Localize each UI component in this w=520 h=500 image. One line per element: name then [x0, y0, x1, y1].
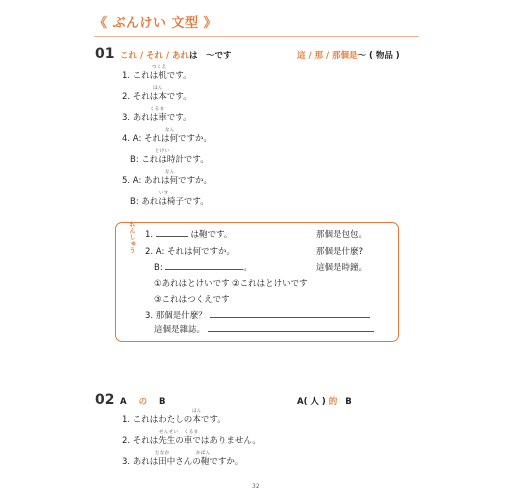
speaker-label: B:	[154, 263, 163, 273]
header-rule	[94, 36, 419, 37]
example-sentence: 1. これは机です。	[122, 71, 192, 81]
practice-question-2: 2. A: それは何ですか。	[145, 247, 236, 257]
example-sentence: B: これは時計です。	[130, 155, 209, 165]
ruby-text: なん	[165, 170, 175, 175]
translation-de: 的	[328, 397, 338, 407]
section-01-translation	[297, 49, 400, 61]
ruby-text: つくえ	[152, 65, 167, 70]
answer-blank[interactable]	[210, 317, 370, 318]
ruby-text: くるま	[150, 107, 165, 112]
translation-colored: 這 / 那 / 那個是	[297, 51, 358, 61]
example-sentence: 3. あれは車です。	[122, 113, 192, 123]
question-text: 。	[243, 263, 252, 273]
example-sentence: B: あれは椅子です。	[130, 197, 209, 207]
answer-blank[interactable]	[165, 269, 243, 270]
practice-question-2b	[154, 261, 252, 273]
section-01-pattern	[120, 49, 232, 61]
ruby-text: くるま	[184, 430, 199, 435]
example-sentence: 2. それは先生の車ではありません。	[122, 436, 261, 446]
question-text: 3. 那個是什麼？	[145, 311, 207, 321]
example-sentence: 4. A: それは何ですか。	[122, 134, 213, 144]
pattern-rest: は ～です	[189, 51, 232, 61]
section-number-01: 01	[95, 46, 115, 62]
answer-option: ③これはつくえです	[154, 295, 230, 305]
practice-question-3a	[145, 309, 370, 321]
section-02-pattern	[120, 395, 166, 407]
section-02-translation	[297, 395, 352, 407]
answer-blank[interactable]	[208, 331, 374, 332]
ruby-text: ほん	[192, 409, 202, 414]
section-number-02: 02	[95, 392, 115, 408]
page-number: 32	[252, 483, 260, 490]
ruby-text: ほん	[153, 86, 163, 91]
ruby-text: とけい	[155, 149, 170, 154]
translation-rest: ～ ( 物品 )	[357, 51, 400, 61]
practice-translation: 這個是時鐘。	[316, 263, 368, 273]
pattern-a: A	[120, 397, 127, 407]
question-text: は鞄です。	[190, 230, 233, 240]
ruby-text: かばん	[196, 451, 211, 456]
answer-option: ①あれはとけいです	[154, 279, 230, 289]
pattern-b: B	[159, 397, 166, 407]
practice-question-1	[145, 228, 232, 240]
answer-blank[interactable]	[156, 236, 188, 237]
translation-b: B	[345, 397, 352, 407]
translation-a: A( 人 )	[297, 397, 326, 407]
ruby-text: なん	[165, 128, 175, 133]
answer-option: ②これはとけいです	[232, 279, 308, 289]
practice-translation: 那個是什麼?	[316, 247, 364, 257]
question-text: 這個是雜誌。	[154, 325, 206, 335]
pattern-no: の	[138, 397, 148, 407]
practice-question-3b	[154, 323, 374, 335]
example-sentence: 3. あれは田中さんの鞄ですか。	[122, 457, 244, 467]
example-sentence: 2. それは本です。	[122, 92, 192, 102]
question-number: 1.	[145, 230, 154, 240]
ruby-text: せんせい	[159, 430, 179, 435]
page-header-title: 《 ぶんけい 文型 》	[94, 16, 218, 31]
example-sentence: 5. A: あれは何ですか。	[122, 176, 213, 186]
practice-translation: 那個是包包。	[316, 230, 368, 240]
example-sentence: 1. これはわたしの本です。	[122, 415, 226, 425]
ruby-text: いす	[159, 191, 169, 196]
pattern-colored: これ / それ / あれ	[120, 51, 190, 61]
ruby-text: たなか	[155, 451, 170, 456]
practice-tab-label: れんしゅう	[128, 221, 135, 254]
